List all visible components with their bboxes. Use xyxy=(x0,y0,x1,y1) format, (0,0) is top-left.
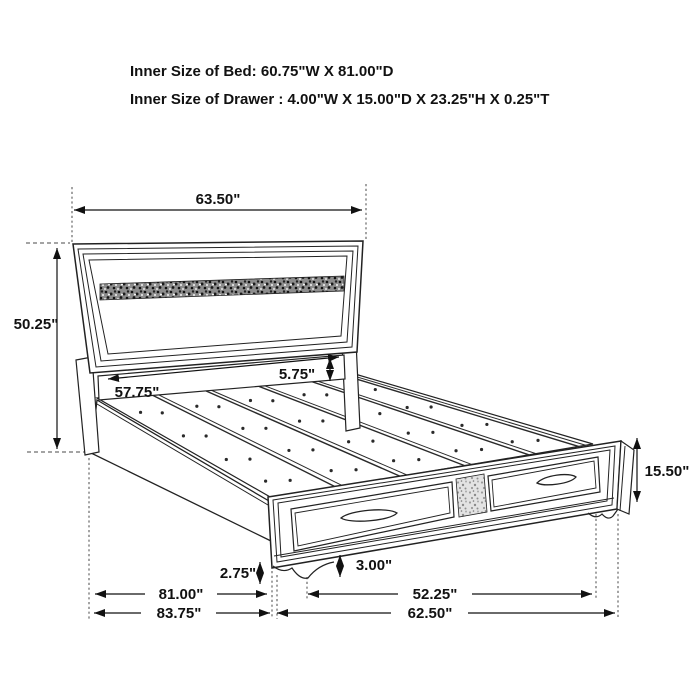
dim-drawer-section-label: 52.25" xyxy=(412,586,458,603)
footboard-sparkle-strip xyxy=(456,474,487,517)
dim-rail-height-label: 5.75" xyxy=(278,366,316,383)
dim-rail-width-label: 57.75" xyxy=(114,384,160,401)
inner-size-bed-text: Inner Size of Bed: 60.75"W X 81.00"D xyxy=(130,63,394,80)
dim-footboard-width-label: 62.50" xyxy=(407,605,453,622)
dim-inner-depth-label: 81.00" xyxy=(158,586,204,603)
dim-headboard-width-label: 63.50" xyxy=(195,191,241,208)
dim-side-rail-floor-label: 2.75" xyxy=(219,565,257,582)
inner-size-drawer-text: Inner Size of Drawer : 4.00"W X 15.00"D X 23.25"H X 0.25"T xyxy=(130,91,550,108)
dim-headboard-height-label: 50.25" xyxy=(13,316,59,333)
dim-overall-depth-label: 83.75" xyxy=(156,605,202,622)
dim-foot-clearance-label: 3.00" xyxy=(355,557,393,574)
dim-footboard-height-label: 15.50" xyxy=(644,463,690,480)
